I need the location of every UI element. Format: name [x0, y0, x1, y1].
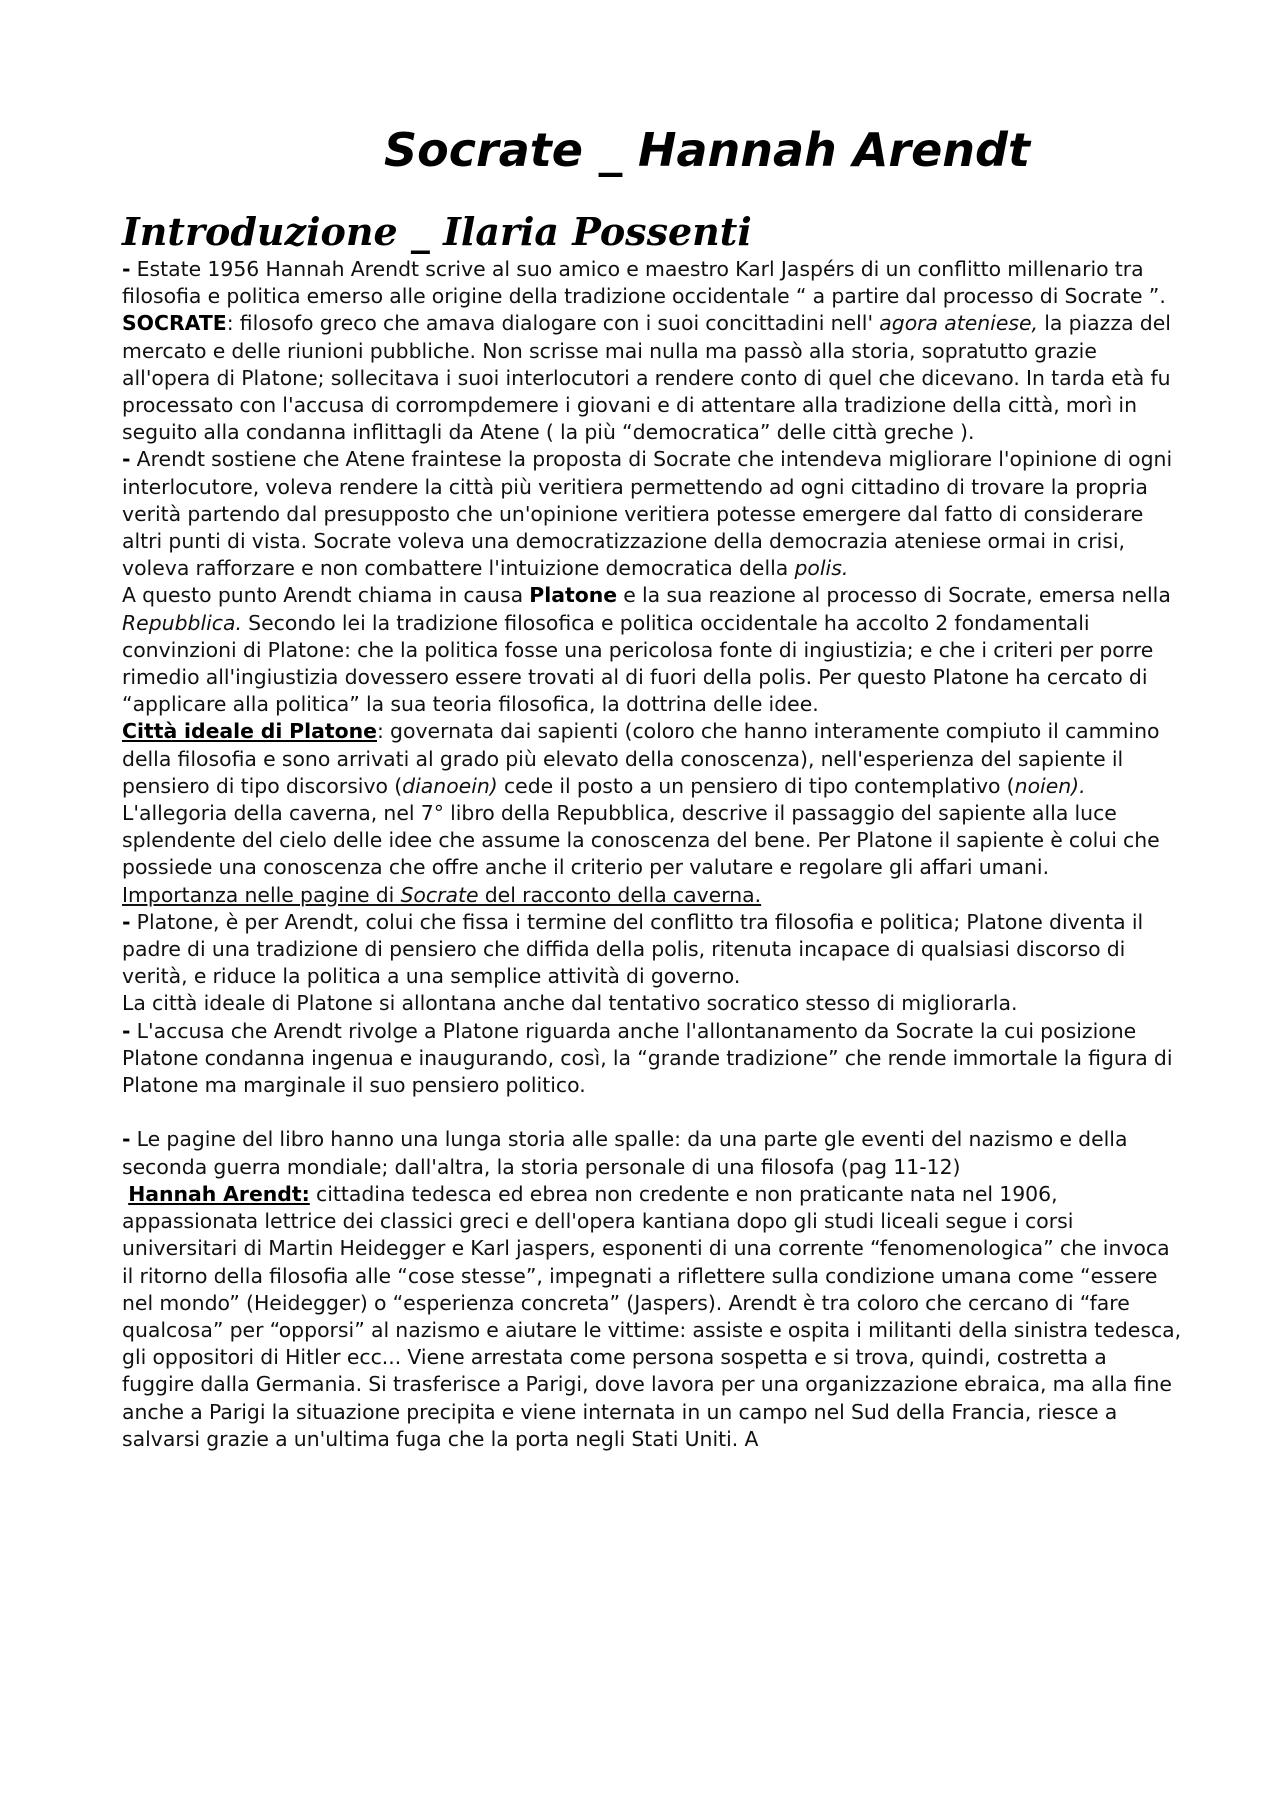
dash-marker: - [122, 909, 131, 934]
section-heading: Introduzione _ Ilaria Possenti [122, 209, 752, 254]
paragraph-text: e la sua reazione al processo di Socrate, emersa nella [617, 583, 1171, 608]
paragraph-text: la piazza del mercato e delle riunioni pubbliche. Non scrisse mai nulla ma passò alla storia, sopratutto grazie all'opera di Platone; sollecitava i suoi interlocutori a rendere conto di quel che dicevano. In tarda età fu processato con l'accusa di corrompdemere i giovani e di attentare alla tradizione della città, morì in seguito alla condanna inflittagli da Atene ( la più “democratica” delle città greche ). [122, 311, 1171, 445]
italic-term: Socrate [400, 882, 479, 907]
dash-marker: - [122, 257, 131, 281]
italic-term: polis. [794, 556, 849, 581]
dash-marker: - [122, 1018, 131, 1043]
paragraph-text: cede il posto a un pensiero di tipo contemplativo ( [497, 773, 1015, 798]
paragraph-text: Secondo lei la tradizione filosofica e politica occidentale ha accolto 2 fondamentali convinzioni di Platone: che la politica fosse una pericolosa fonte di ingiustizia; e che i criteri per porre rimedio all'ingiustizia dovessero essere trovati al di fuori della polis. Per questo Platone ha cercato di “applicare alla politica” la sua teoria filosofica, la dottrina delle idee. [122, 610, 1154, 717]
bold-term: Platone [529, 583, 618, 608]
paragraph-text: cittadina tedesca ed ebrea non credente e non praticante nata nel 1906, appassionata lettrice dei classici greci e dell'opera kantiana dopo gli studi liceali segue i corsi universitari di Martin Heidegger e Karl jaspers, esponenti di una corrente “fenomenologica” che invoca il ritorno della filosofia alle “cose stesse”, impegnati a riflettere sulla condizione umana come “essere nel mondo” (Heidegger) o “esperienza concreta” (Jaspers). Arendt è tra coloro che cercano di “fare qualcosa” per “opporsi” al nazismo e aiutare le vittime: assiste e ospita i militanti della sinistra tedesca, gli oppositori di Hitler ecc... Viene arrestata come persona sospetta e si trova, quindi, costretta a fuggire dalla Germania. Si trasferisce a Parigi, dove lavora per una organizzazione ebraica, ma alla fine anche a Parigi la situazione precipita e viene internata in un campo nel Sud della Francia, riesce a salvarsi grazie a un'ultima fuga che la porta negli Stati Uniti. A [122, 1181, 1182, 1451]
term-label: SOCRATE [122, 311, 227, 336]
paragraph-text: : filosofo greco che amava dialogare con i suoi concittadini nell' [226, 311, 880, 336]
paragraph-text: La città ideale di Platone si allontana anche dal tentativo socratico stesso di migliorarla. [122, 991, 1018, 1016]
paragraph-text: del racconto della caverna. [478, 882, 762, 907]
italic-term: Repubblica. [122, 610, 242, 635]
paragraph-text: Platone, è per Arendt, colui che fissa i termine del conflitto tra filosofia e politica; Platone diventa il padre di una tradizione di pensiero che diffida della polis, ritenuta incapace di qualsiasi discorso di verità, e riduce la politica a una semplice attività di governo. [122, 909, 1144, 989]
document-page [122, 0, 1182, 1453]
paragraph-citta-ideale [122, 718, 1182, 881]
paragraph-intro-1 [122, 256, 1182, 310]
italic-term: agora ateniese, [879, 311, 1039, 336]
paragraph-text: L'accusa che Arendt rivolge a Platone riguarda anche l'allontanamento da Socrate la cui posizione Platone condanna ingenua e inaugurando, così, la “grande tradizione” che rende immortale la figura di Platone ma marginale il suo pensiero politico. [122, 1018, 1173, 1098]
term-label: Hannah Arendt: [128, 1181, 310, 1206]
paragraph-text: Le pagine del libro hanno una lunga storia alle spalle: da una parte gle eventi del nazismo e della seconda guerra mondiale; dall'altra, la storia personale di una filosofa (pag 11-12) [122, 1127, 1128, 1179]
paragraph-platone [122, 582, 1182, 718]
paragraph-storia-libro [122, 1126, 1182, 1180]
paragraph-hannah-arendt [122, 1181, 1182, 1453]
paragraph-arendt-atene [122, 446, 1182, 582]
italic-term: dianoein) [402, 773, 498, 798]
paragraph-caverna-subheading [122, 882, 1182, 909]
paragraph-text: : governata dai sapienti (coloro che hanno interamente compiuto il cammino della filosofia e sono arrivati al grado più elevato della conoscenza), nell'esperienza del sapiente il pensiero di tipo discorsivo ( [122, 719, 1160, 798]
paragraph-accusa [122, 1018, 1182, 1100]
paragraph-text: Estate 1956 Hannah Arendt scrive al suo amico e maestro Karl Jaspérs di un conflitto millenario tra filosofia e politica emerso alle origine della tradizione occidentale “ a partire dal processo di Socrate ”. [122, 257, 1166, 309]
italic-term: noien). [1014, 773, 1086, 798]
paragraph-citta-allontana [122, 990, 1182, 1017]
dash-marker: - [122, 1127, 131, 1152]
paragraph-socrate [122, 310, 1182, 446]
paragraph-text: A questo punto Arendt chiama in causa [122, 583, 530, 608]
document-title: Socrate _ Hannah Arendt [384, 123, 1030, 177]
paragraph-text: L'allegoria della caverna, nel 7° libro della Repubblica, descrive il passaggio del sapiente alla luce splendente del cielo delle idee che assume la conoscenza del bene. Per Platone il sapiente è colui che possiede una conoscenza che offre anche il criterio per valutare e regolare gli affari umani. [122, 801, 1160, 880]
blank-line [122, 1099, 1182, 1126]
paragraph-text: Arendt sostiene che Atene fraintese la proposta di Socrate che intendeva migliorare l'opinione di ogni interlocutore, voleva rendere la città più veritiera permettendo ad ogni cittadino di trovare la propria verità partendo dal presupposto che un'opinione veritiera potesse emergere dal fatto di considerare altri punti di vista. Socrate voleva una democratizzazione della democrazia ateniese ormai in crisi, voleva rafforzare e non combattere l'intuizione democratica della [122, 447, 1173, 581]
paragraph-platone-conflitto [122, 909, 1182, 991]
term-label: Città ideale di Platone [122, 719, 377, 744]
paragraph-text: Importanza nelle pagine di [122, 882, 401, 907]
dash-marker: - [122, 447, 131, 472]
